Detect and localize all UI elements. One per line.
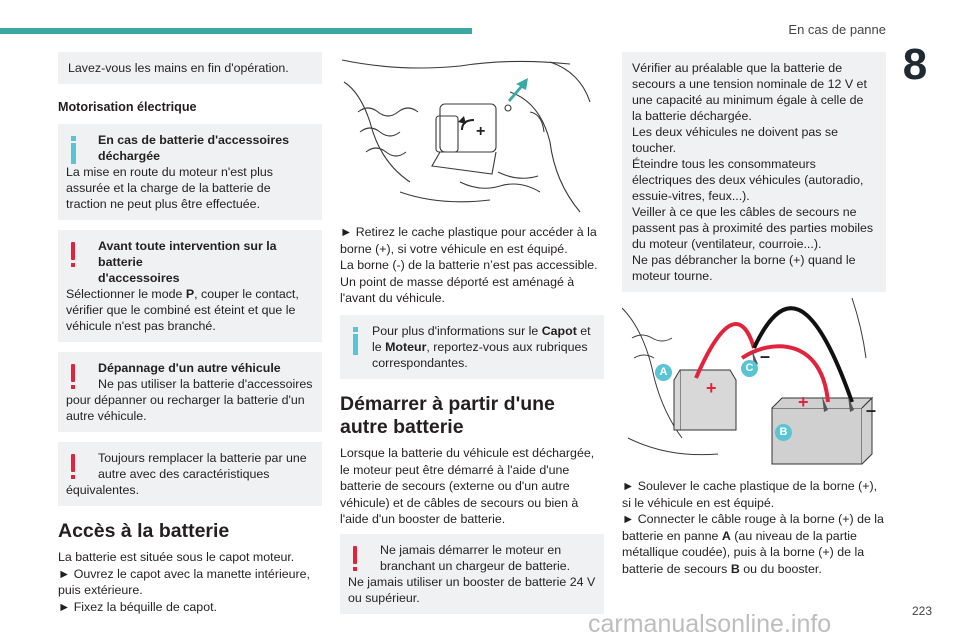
svg-text:–: – bbox=[866, 400, 877, 420]
warning-body: pour dépanner ou recharger la batterie d'un autre véhicule. bbox=[66, 393, 305, 423]
jump-start-text: Lorsque la batterie du véhicule est déchargée, le moteur peut être démarré à l'aide d'une batterie de secours (externe ou d'un autre véhicule) et de câbles de secours ou bien à l'aide d'un booster de batterie. bbox=[340, 445, 595, 527]
note-hands-text: Lavez-vous les mains en fin d'opération. bbox=[68, 61, 289, 75]
info-box-references bbox=[340, 315, 604, 379]
svg-text:–: – bbox=[760, 346, 771, 366]
precaution-voltage: Vérifier au préalable que la batterie de secours a une tension nominale de 12 V et une capacité au minimum égale à celle de la batterie déchargée. bbox=[632, 61, 867, 123]
warning-line2: autre avec des caractéristiques bbox=[98, 467, 270, 481]
heading-electric: Motorisation électrique bbox=[58, 100, 197, 114]
info-title-line1: En cas de batterie d'accessoires bbox=[98, 133, 289, 147]
step-lift-cover: ► Soulever le cache plastique de la borne (+), si le véhicule en est équipé. bbox=[622, 479, 878, 510]
warning-icon bbox=[349, 546, 361, 571]
jump-cables-drawing bbox=[622, 298, 886, 474]
warning-icon bbox=[67, 364, 79, 389]
warning-line1: Ne jamais démarrer le moteur en bbox=[380, 542, 562, 557]
jump-start-illustration bbox=[622, 298, 886, 474]
info-icon bbox=[67, 136, 79, 164]
column-2 bbox=[340, 52, 604, 614]
note-box-hands bbox=[58, 52, 322, 84]
step-connect-red: ► Connecter le câble rouge à la borne (+) de la batterie en panne A (au niveau de la partie métallique coudée), puis à la borne (+) de la batterie de secours B ou du booster. bbox=[622, 512, 884, 576]
warning-line1: Ne pas utiliser la batterie d'accessoires bbox=[98, 377, 313, 391]
column-1 bbox=[58, 52, 322, 615]
engine-bay-drawing bbox=[340, 52, 604, 224]
warning-body: Ne jamais utiliser un booster de batterie 24 V ou supérieur. bbox=[348, 574, 596, 605]
section-title: En cas de panne bbox=[788, 22, 886, 37]
info-text: Pour plus d'informations sur le Capot et le Moteur, reportez-vous aux rubriques correspondantes. bbox=[372, 323, 591, 370]
warning-box-other-vehicle bbox=[58, 352, 322, 432]
warning-line2: branchant un chargeur de batterie. bbox=[380, 558, 571, 573]
page-number: 223 bbox=[912, 604, 933, 618]
callout-a: A bbox=[655, 364, 672, 381]
callout-b: B bbox=[775, 424, 792, 441]
note-minus-terminal: La borne (-) de la batterie n’est pas accessible. bbox=[340, 258, 598, 273]
callout-c: C bbox=[741, 360, 758, 377]
warning-title: Dépannage d'un autre véhicule bbox=[98, 361, 281, 375]
heading-access: Accès à la batterie bbox=[58, 520, 230, 542]
access-text: La batterie est située sous le capot moteur. bbox=[58, 550, 295, 564]
warning-box-intervention bbox=[58, 230, 322, 342]
warning-icon bbox=[67, 454, 79, 479]
precaution-consumers: Éteindre tous les consommateurs électriques des deux véhicules (autoradio, essuie-vitres, feux...). bbox=[632, 157, 864, 203]
column-3 bbox=[622, 52, 886, 578]
warning-box-replace bbox=[58, 442, 322, 506]
chapter-number: 8 bbox=[902, 40, 928, 89]
precaution-cables: Veiller à ce que les câbles de secours ne passent pas à proximité des parties mobiles du moteur (ventilateur, courroie...). bbox=[632, 205, 874, 251]
info-icon bbox=[349, 327, 361, 355]
svg-text:+: + bbox=[476, 123, 486, 140]
precaution-touch: Les deux véhicules ne doivent pas se toucher. bbox=[632, 125, 838, 155]
note-box-precautions bbox=[622, 52, 886, 292]
precaution-disconnect: Ne pas débrancher la borne (+) quand le moteur tourne. bbox=[632, 253, 856, 283]
info-body: La mise en route du moteur n'est plus assurée et la charge de la batterie de traction ne peut plus être effectuée. bbox=[66, 165, 273, 211]
warning-body: équivalentes. bbox=[66, 483, 140, 497]
access-step-open: ► Ouvrez le capot avec la manette intérieure, puis extérieure. bbox=[58, 566, 310, 598]
warning-body: Sélectionner le mode P, couper le contact, vérifier que le combiné est éteint et que le véhicule n'est pas branché. bbox=[66, 287, 299, 333]
access-step-prop: ► Fixez la béquille de capot. bbox=[58, 599, 217, 614]
warning-icon bbox=[67, 242, 79, 267]
arrow-icon bbox=[508, 78, 528, 102]
header-accent-bar bbox=[0, 28, 472, 34]
warning-title-line2: d'accessoires bbox=[98, 271, 180, 285]
svg-text:+: + bbox=[706, 378, 717, 398]
watermark: carmanualsonline.info bbox=[588, 610, 832, 638]
warning-line1: Toujours remplacer la batterie par une bbox=[98, 451, 307, 465]
heading-jump-start: Démarrer à partir d'une autre batterie bbox=[340, 392, 555, 438]
info-box-battery bbox=[58, 124, 322, 220]
battery-cover-illustration bbox=[340, 52, 604, 224]
warning-box-charger bbox=[340, 534, 604, 614]
warning-title-line1: Avant toute intervention sur la batterie bbox=[98, 239, 277, 269]
info-title-line2: déchargée bbox=[98, 149, 160, 163]
step-remove-cover: ► Retirez le cache plastique pour accéder à la borne (+), si votre véhicule en est équipé. bbox=[340, 225, 597, 256]
note-ground-point: Un point de masse déporté est aménagé à l'avant du véhicule. bbox=[340, 274, 575, 306]
svg-text:+: + bbox=[798, 392, 809, 412]
